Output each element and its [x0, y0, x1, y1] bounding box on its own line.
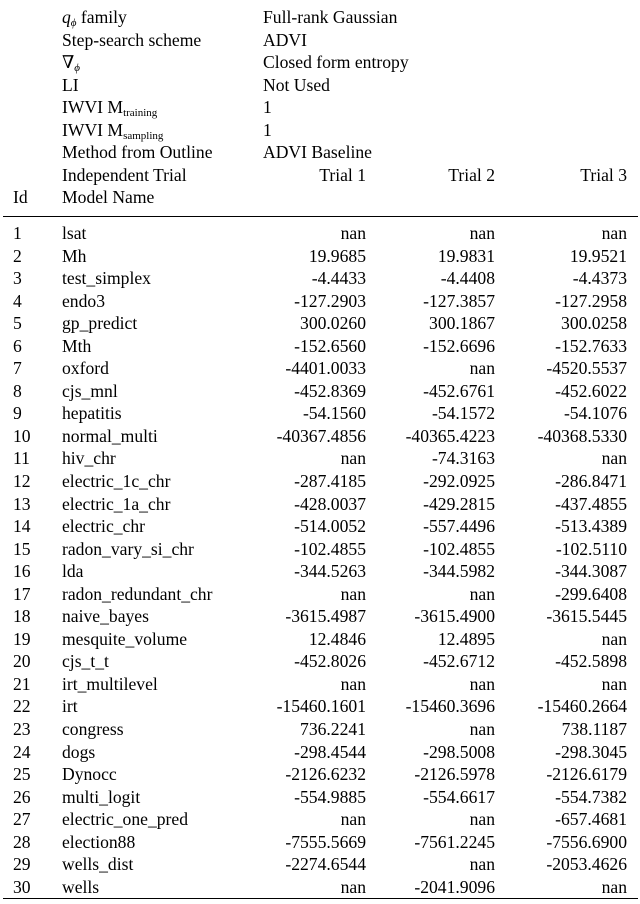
model-name: electric_1c_chr: [62, 471, 171, 492]
trial-2-value: -429.2815: [423, 493, 495, 514]
row-id: 20: [13, 651, 31, 672]
trial-3-value: 19.9521: [569, 245, 627, 266]
model-name: wells: [62, 876, 100, 897]
iwvi-training-value: 1: [263, 97, 272, 117]
table-row: [0, 425, 640, 448]
trial-1-value: -4401.0033: [285, 358, 366, 379]
trial-3-value: -15460.2664: [537, 696, 627, 717]
trial-3-value: -452.5898: [555, 651, 627, 672]
trial-3-value: -286.8471: [555, 471, 627, 492]
method-label: Method from Outline: [62, 142, 213, 162]
trial-2-value: 19.9831: [437, 245, 495, 266]
row-id: 23: [13, 719, 31, 740]
trial-3-value: nan: [601, 448, 627, 469]
trial-2-value: -344.5982: [423, 561, 495, 582]
model-name: Dynocc: [62, 764, 117, 785]
table-row: [0, 402, 640, 425]
model-name: gp_predict: [62, 313, 138, 334]
trial-3-value: -2126.6179: [546, 764, 627, 785]
row-id: 19: [13, 628, 31, 649]
table-bottom-rule: [3, 898, 638, 899]
trial-1-value: 12.4846: [308, 628, 366, 649]
row-id: 18: [13, 606, 31, 627]
row-id: 4: [13, 290, 22, 311]
trial-3-value: -452.6022: [555, 380, 627, 401]
table-row: [0, 808, 640, 831]
trial-1-value: nan: [340, 876, 366, 897]
trial-1-value: -54.1560: [302, 403, 366, 424]
trial-1-value: -127.2903: [294, 290, 366, 311]
trial-2-value: -557.4496: [423, 516, 495, 537]
column-header-ids: [0, 186, 640, 209]
trial-2-value: -54.1572: [431, 403, 495, 424]
trial-3-value: -437.4855: [555, 493, 627, 514]
trial-1-value: -428.0037: [294, 493, 366, 514]
table-row: [0, 831, 640, 854]
trial-3-value: -513.4389: [555, 516, 627, 537]
trial-1-value: -102.4855: [294, 538, 366, 559]
table-row: [0, 741, 640, 764]
row-id: 29: [13, 854, 31, 875]
li-value: Not Used: [263, 74, 330, 95]
trial-3-value: -344.3087: [555, 561, 627, 582]
method-value: ADVI Baseline: [263, 142, 372, 162]
trial-3-value: -102.5110: [555, 538, 627, 559]
trial-1-value: -3615.4987: [285, 606, 366, 627]
iwvi-training-label: IWVI $M_{training}$: [62, 97, 158, 119]
table-row: [0, 560, 640, 583]
config-row-family: [0, 6, 640, 29]
trial-3-value: -299.6408: [555, 583, 627, 604]
row-id: 14: [13, 516, 31, 537]
table-row: [0, 245, 640, 268]
config-row-step-search: [0, 29, 640, 52]
table-row: [0, 290, 640, 313]
trial-2-value: -292.0925: [423, 471, 495, 492]
trial-3-value: -7556.6900: [546, 831, 627, 852]
trial-3-value: -2053.4626: [546, 854, 627, 875]
trial-1-value: -344.5263: [294, 561, 366, 582]
trial-1-value: -2126.6232: [285, 764, 366, 785]
table-row: [0, 695, 640, 718]
trial-1-value: -152.6560: [294, 335, 366, 356]
table-row: [0, 335, 640, 358]
trial-1-value: 300.0260: [300, 313, 366, 334]
model-name: Mh: [62, 245, 87, 266]
trial-2-value: nan: [469, 854, 495, 875]
trial-1-value: -287.4185: [294, 471, 366, 492]
row-id: 6: [13, 335, 22, 356]
trial-1-value: nan: [340, 673, 366, 694]
li-label: LI: [62, 74, 79, 95]
trial-1-value: nan: [340, 223, 366, 243]
table-row: [0, 786, 640, 809]
q-phi-symbol: $q_\phi$: [62, 7, 77, 29]
row-id: 30: [13, 876, 31, 897]
model-name: wells_dist: [62, 854, 134, 875]
model-name: lsat: [62, 223, 87, 243]
trial-2-value: 12.4895: [437, 628, 495, 649]
trial-2-value: -102.4855: [423, 538, 495, 559]
trial-3-value: -3615.5445: [546, 606, 627, 627]
row-id: 24: [13, 741, 31, 762]
table-row: [0, 763, 640, 786]
config-row-li: [0, 74, 640, 97]
table-row: [0, 628, 640, 651]
iwvi-sampling-label: IWVI $M_{sampling}$: [62, 119, 164, 142]
trial-3-value: -657.4681: [555, 809, 627, 830]
trial-3-value: -54.1076: [563, 403, 627, 424]
row-id: 11: [13, 448, 30, 469]
table-row: [0, 222, 640, 245]
trial-2-value: -3615.4900: [414, 606, 495, 627]
table-row: [0, 605, 640, 628]
step-search-label: Step-search scheme: [62, 29, 202, 50]
table-row: [0, 493, 640, 516]
trial-1-value: -554.9885: [294, 786, 366, 807]
trial-1-value: -7555.5669: [285, 831, 366, 852]
trial-3-value: nan: [601, 876, 627, 897]
row-id: 8: [13, 380, 22, 401]
table-row: [0, 650, 640, 673]
trial-2-value: -74.3163: [431, 448, 495, 469]
trial-3-value: -298.3045: [555, 741, 627, 762]
model-name: irt: [62, 696, 78, 717]
gradient-value: Closed form entropy: [263, 52, 409, 72]
trial-1-value: 19.9685: [308, 245, 366, 266]
table-body: [0, 222, 640, 898]
model-name: normal_multi: [62, 425, 158, 446]
trial-2-value: nan: [469, 583, 495, 604]
row-id: 10: [13, 425, 31, 446]
table-row: [0, 718, 640, 741]
trial-1-value: -40367.4856: [276, 425, 366, 446]
config-row-iwvi-training: [0, 96, 640, 119]
config-row-method: [0, 141, 640, 164]
table-row: [0, 853, 640, 876]
row-id: 21: [13, 673, 31, 694]
trial-3-value: -554.7382: [555, 786, 627, 807]
row-id: 26: [13, 786, 31, 807]
row-id: 9: [13, 403, 22, 424]
trial-2-value: 300.1867: [429, 313, 495, 334]
trial-2-value: -127.3857: [423, 290, 495, 311]
trial-2-value: -2126.5978: [414, 764, 495, 785]
trial-3-value: -4.4373: [572, 268, 627, 289]
id-header: Id: [13, 187, 28, 207]
step-search-value: ADVI: [263, 29, 307, 50]
model-name: radon_redundant_chr: [62, 583, 213, 604]
trial-2-value: nan: [469, 673, 495, 694]
trial-1-value: -2274.6544: [285, 854, 366, 875]
model-name: naive_bayes: [62, 606, 149, 627]
trial-3-value: nan: [601, 673, 627, 694]
trial-3-value: -4520.5537: [546, 358, 627, 379]
model-name: cjs_t_t: [62, 651, 109, 672]
table-row: [0, 538, 640, 561]
model-name: irt_multilevel: [62, 673, 158, 694]
model-name: lda: [62, 561, 84, 582]
trial-3-value: -152.7633: [555, 335, 627, 356]
trial-3-value: 738.1187: [561, 719, 627, 740]
trial-1-value: nan: [340, 809, 366, 830]
trial-3-value: -40368.5330: [537, 425, 627, 446]
trial-2-value: -4.4408: [440, 268, 495, 289]
table-row: [0, 447, 640, 470]
model-name: electric_one_pred: [62, 809, 189, 830]
table-top-rule: [3, 216, 638, 217]
row-id: 13: [13, 493, 31, 514]
trial-2-value: nan: [469, 358, 495, 379]
trial-2-value: -40365.4223: [405, 425, 495, 446]
trial-1-value: 736.2241: [300, 719, 366, 740]
model-name: radon_vary_si_chr: [62, 538, 194, 559]
model-name: endo3: [62, 290, 105, 311]
row-id: 2: [13, 245, 22, 266]
config-row-iwvi-sampling: [0, 119, 640, 142]
row-id: 17: [13, 583, 31, 604]
table-row: [0, 470, 640, 493]
model-name: hepatitis: [62, 403, 122, 424]
table-row: [0, 876, 640, 899]
table-row: [0, 357, 640, 380]
trial-2-value: -15460.3696: [405, 696, 495, 717]
trial-3-value: nan: [601, 628, 627, 649]
trial-3-value: -127.2958: [555, 290, 627, 311]
trial-1-value: nan: [340, 448, 366, 469]
model-name: cjs_mnl: [62, 380, 118, 401]
model-name: multi_logit: [62, 786, 141, 807]
model-name: test_simplex: [62, 268, 151, 289]
trial-1-value: -15460.1601: [276, 696, 366, 717]
row-id: 1: [13, 223, 22, 243]
trial-2-value: nan: [469, 719, 495, 740]
model-name: Mth: [62, 335, 92, 356]
family-value: Full-rank Gaussian: [263, 7, 398, 27]
row-id: 7: [13, 358, 22, 379]
row-id: 5: [13, 313, 22, 334]
table-row: [0, 380, 640, 403]
row-id: 25: [13, 764, 31, 785]
table-row: [0, 583, 640, 606]
trial-2-value: -452.6712: [423, 651, 495, 672]
model-name: hiv_chr: [62, 448, 116, 469]
trial-2-value: -554.6617: [423, 786, 495, 807]
iwvi-sampling-value: 1: [263, 119, 272, 140]
config-row-gradient: [0, 51, 640, 74]
trial-1-header: Trial 1: [319, 164, 366, 185]
trial-2-value: -2041.9096: [414, 876, 495, 897]
trial-1-value: -4.4433: [311, 268, 366, 289]
row-id: 16: [13, 561, 31, 582]
trial-1-value: -514.0052: [294, 516, 366, 537]
row-id: 27: [13, 809, 31, 830]
trial-2-value: -452.6761: [423, 380, 495, 401]
table-row: [0, 267, 640, 290]
row-id: 12: [13, 471, 31, 492]
model-name: electric_chr: [62, 516, 146, 537]
trial-2-value: nan: [469, 223, 495, 243]
trial-2-header: Trial 2: [448, 164, 495, 185]
trial-1-value: -452.8369: [294, 380, 366, 401]
nabla-phi-symbol: $\nabla_\phi$: [62, 52, 80, 74]
trial-2-value: -152.6696: [423, 335, 495, 356]
model-name: election88: [62, 831, 136, 852]
model-name: electric_1a_chr: [62, 493, 171, 514]
family-label: $q_\phi$ family: [62, 7, 127, 29]
row-id: 22: [13, 696, 31, 717]
model-name-header: Model Name: [62, 187, 155, 207]
trial-1-value: nan: [340, 583, 366, 604]
trial-3-value: nan: [601, 223, 627, 243]
row-id: 15: [13, 538, 31, 559]
trial-1-value: -452.8026: [294, 651, 366, 672]
trial-2-value: -298.5008: [423, 741, 495, 762]
model-name: oxford: [62, 358, 109, 379]
table-row: [0, 312, 640, 335]
config-header: [0, 6, 640, 209]
row-id: 3: [13, 268, 22, 289]
trial-2-value: -7561.2245: [414, 831, 495, 852]
model-name: congress: [62, 719, 124, 740]
row-id: 28: [13, 831, 31, 852]
independent-trial-header: Independent Trial: [62, 164, 187, 185]
table-row: [0, 673, 640, 696]
trial-3-value: 300.0258: [561, 313, 627, 334]
model-name: dogs: [62, 741, 96, 762]
trial-1-value: -298.4544: [294, 741, 366, 762]
trial-2-value: nan: [469, 809, 495, 830]
model-name: mesquite_volume: [62, 628, 188, 649]
column-header-trials: [0, 164, 640, 187]
table-row: [0, 515, 640, 538]
trial-3-header: Trial 3: [580, 164, 627, 185]
